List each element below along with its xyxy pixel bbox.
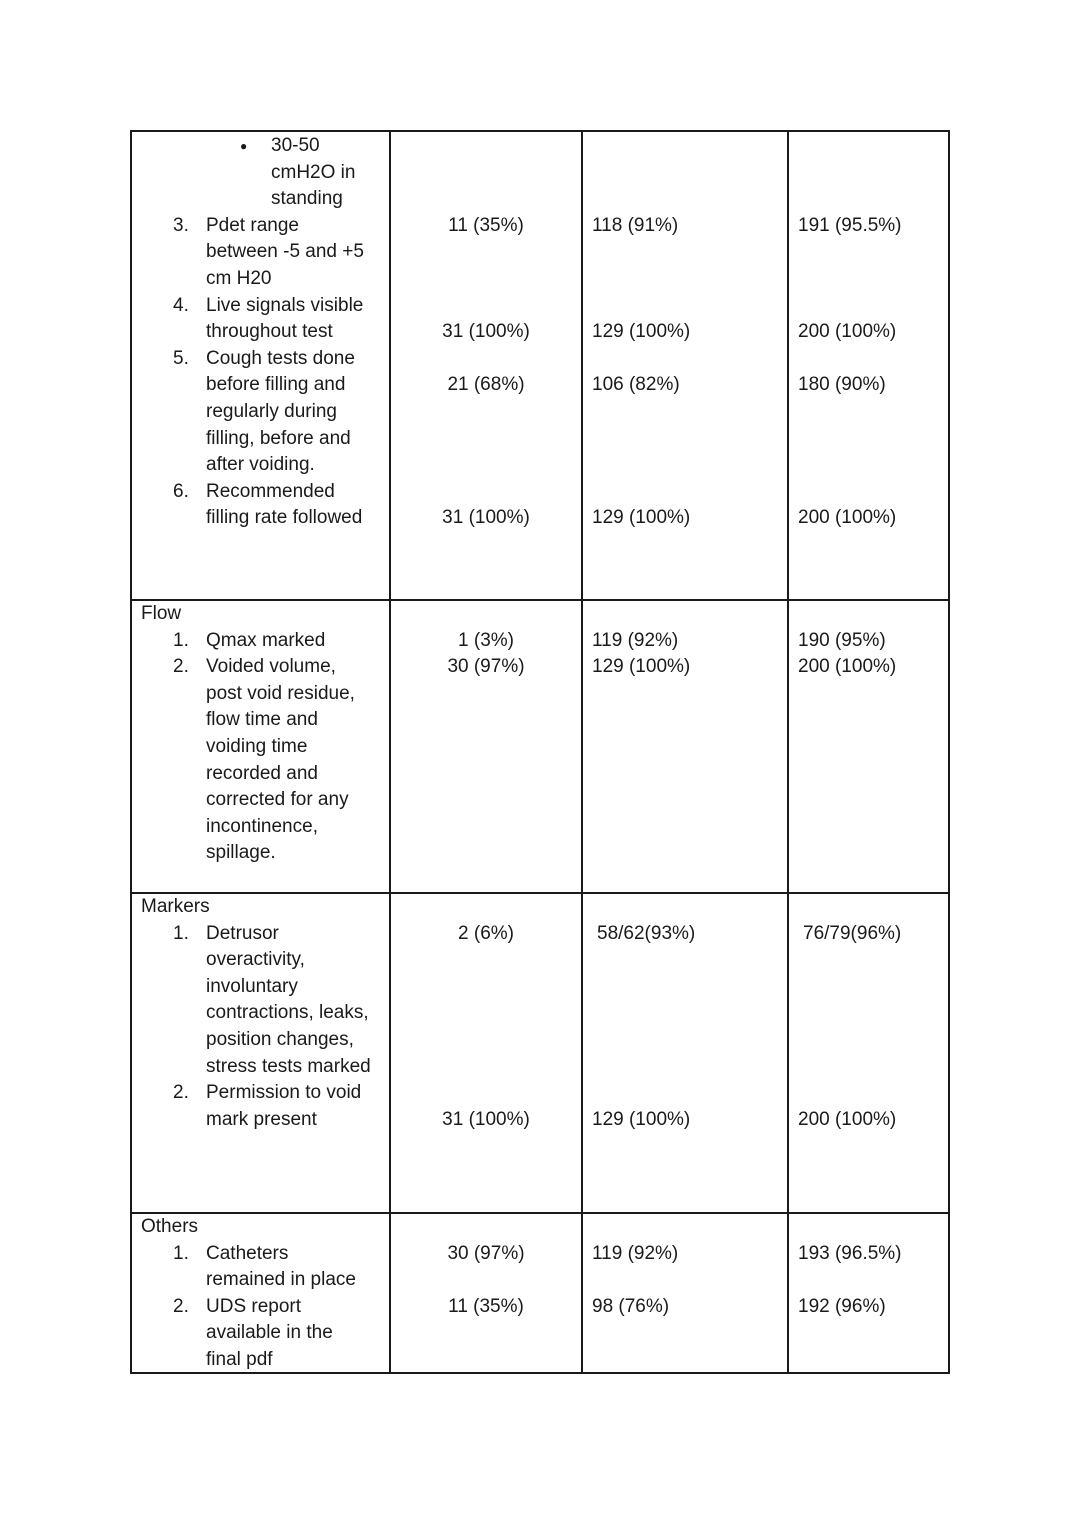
- section-heading: Markers: [141, 896, 210, 917]
- item-text-line: regularly during: [206, 401, 337, 422]
- item-number: 1.: [173, 629, 189, 651]
- item-text-line: involuntary: [206, 975, 298, 997]
- item-text-line: remained in place: [206, 1269, 356, 1291]
- section-heading: Others: [141, 1216, 199, 1237]
- item-text-line: available in the: [206, 1322, 333, 1344]
- cell-value: 31 (100%): [442, 321, 530, 343]
- cell-value: 119 (92%): [592, 1242, 679, 1264]
- cell-value: 129 (100%): [592, 507, 691, 529]
- item-text-line: post void residue,: [206, 682, 355, 704]
- cell-value: 2 (6%): [458, 922, 514, 944]
- item-number: 1.: [173, 1242, 189, 1264]
- item-text-line: voiding time: [206, 736, 308, 757]
- cell-value: 11 (35%): [448, 214, 524, 236]
- item-text-line: overactivity,: [206, 949, 305, 971]
- item-text-line: Cough tests done: [206, 347, 355, 369]
- cell-value: 129 (100%): [592, 321, 691, 343]
- item-number: 2.: [173, 1295, 189, 1317]
- item-number: 3.: [173, 214, 189, 236]
- cell-value: 129 (100%): [592, 656, 691, 678]
- cell-value: 106 (82%): [592, 374, 680, 396]
- item-text-line: Live signals visible: [206, 294, 364, 316]
- item-number: 4.: [173, 294, 189, 316]
- item-text-line: before filling and: [206, 374, 346, 396]
- cell-value: 129 (100%): [592, 1108, 691, 1130]
- column-divider: [389, 130, 391, 1374]
- item-text-line: contractions, leaks,: [206, 1002, 369, 1024]
- item-text-line: cm H20: [206, 268, 272, 289]
- item-text-line: UDS report: [206, 1295, 302, 1317]
- item-number: 2.: [173, 1082, 189, 1104]
- cell-value: 98 (76%): [592, 1295, 670, 1317]
- cell-value: 200 (100%): [798, 656, 897, 678]
- item-text-line: Permission to void: [206, 1082, 362, 1104]
- cell-value: 58/62(93%): [597, 922, 696, 944]
- item-number: 5.: [173, 347, 189, 369]
- item-text-line: flow time and: [206, 709, 318, 731]
- bullet-item-line: cmH2O in: [271, 161, 356, 183]
- item-text-line: mark present: [206, 1108, 317, 1130]
- item-text-line: final pdf: [206, 1349, 273, 1370]
- item-text-line: Catheters: [206, 1242, 289, 1264]
- item-text-line: incontinence,: [206, 815, 318, 837]
- section-heading: Flow: [141, 603, 182, 624]
- item-number: 2.: [173, 656, 189, 678]
- cell-value: 193 (96.5%): [798, 1242, 902, 1264]
- cell-value: 118 (91%): [592, 214, 679, 236]
- item-text-line: corrected for any: [206, 789, 349, 811]
- cell-value: 1 (3%): [458, 629, 514, 651]
- bullet-icon: ●: [240, 139, 248, 153]
- item-text-line: filling rate followed: [206, 507, 363, 529]
- item-number: 1.: [173, 922, 189, 944]
- row-divider: [130, 599, 950, 601]
- cell-value: 76/79(96%): [803, 922, 902, 944]
- cell-value: 200 (100%): [798, 507, 897, 529]
- cell-value: 119 (92%): [592, 629, 679, 651]
- bullet-item-line: 30-50: [271, 135, 320, 156]
- item-number: 6.: [173, 480, 189, 502]
- cell-value: 191 (95.5%): [798, 214, 902, 236]
- item-text-line: spillage.: [206, 842, 276, 864]
- cell-value: 21 (68%): [447, 374, 525, 396]
- column-divider: [948, 130, 950, 1374]
- item-text-line: stress tests marked: [206, 1055, 371, 1077]
- item-text-line: after voiding.: [206, 454, 315, 476]
- cell-value: 31 (100%): [442, 1108, 530, 1130]
- column-divider: [581, 130, 583, 1374]
- row-divider: [130, 892, 950, 894]
- item-text-line: Pdet range: [206, 214, 299, 236]
- cell-value: 180 (90%): [798, 374, 886, 396]
- bullet-item-line: standing: [271, 188, 343, 210]
- cell-value: 30 (97%): [447, 656, 525, 678]
- cell-value: 200 (100%): [798, 321, 897, 343]
- cell-value: 190 (95%): [798, 629, 886, 651]
- row-divider: [130, 1212, 950, 1214]
- cell-value: 192 (96%): [798, 1295, 886, 1317]
- cell-value: 11 (35%): [448, 1295, 524, 1317]
- item-text-line: Recommended: [206, 480, 335, 502]
- item-text-line: recorded and: [206, 762, 318, 784]
- item-text-line: Detrusor: [206, 922, 279, 944]
- item-text-line: position changes,: [206, 1029, 354, 1050]
- column-divider: [787, 130, 789, 1374]
- item-text-line: Qmax marked: [206, 629, 326, 651]
- item-text-line: Voided volume,: [206, 656, 336, 678]
- item-text-line: between -5 and +5: [206, 241, 364, 263]
- item-text-line: throughout test: [206, 321, 333, 343]
- item-text-line: filling, before and: [206, 427, 351, 449]
- cell-value: 200 (100%): [798, 1108, 897, 1130]
- table-border-top: [130, 130, 950, 132]
- cell-value: 31 (100%): [442, 507, 530, 529]
- column-divider: [130, 130, 132, 1374]
- cell-value: 30 (97%): [447, 1242, 525, 1264]
